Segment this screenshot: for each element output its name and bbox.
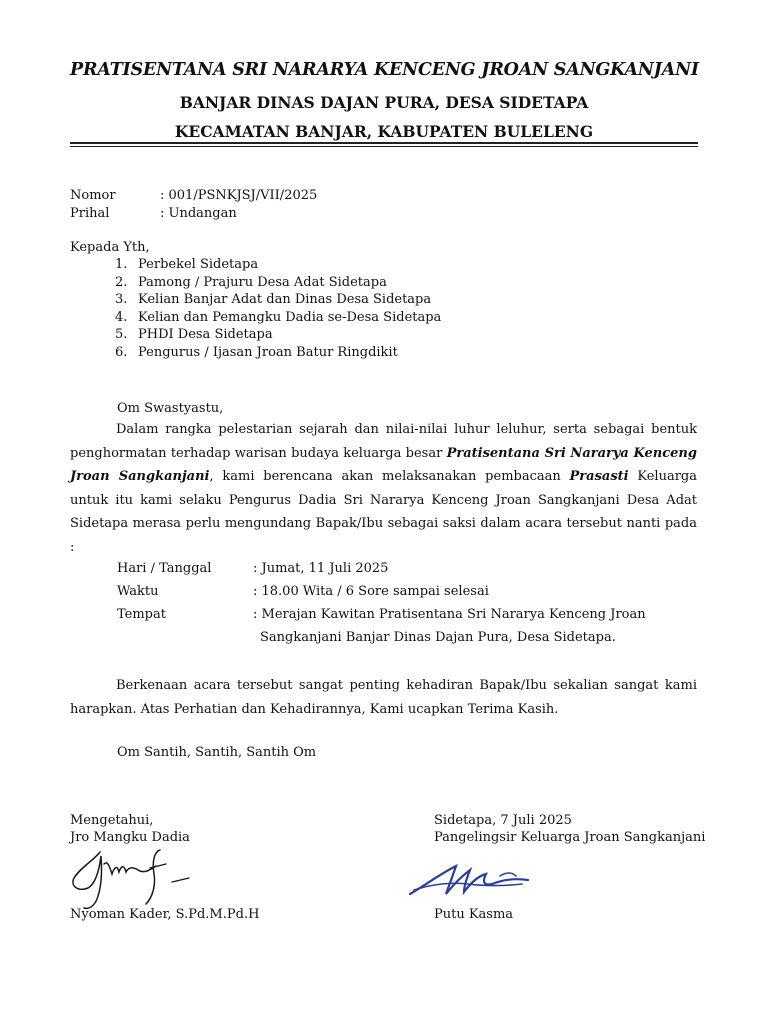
- recipient-text: Kelian Banjar Adat dan Dinas Desa Sidetapa: [138, 292, 432, 308]
- right-signatory-name: Putu Kasma: [434, 907, 514, 922]
- right-signature-place-date: Sidetapa, 7 Juli 2025: [434, 813, 572, 828]
- paragraph-text: Berkenaan acara tersebut sangat penting kehadiran Bapak/Ibu sekalian sangat kami harapkan. Atas Perhatian dan Kehadirannya, Kami ucapkan Terima Kasih.: [70, 678, 697, 717]
- left-handwritten-signature: [68, 844, 198, 912]
- recipient-text: Pengurus / Ijasan Jroan Batur Ringdikit: [138, 344, 398, 360]
- letterhead-divider-thick: [70, 142, 698, 144]
- opening-greeting: Om Swastyastu,: [117, 401, 224, 416]
- nomor-label: Nomor: [70, 188, 116, 203]
- recipient-text: PHDI Desa Sidetapa: [138, 327, 273, 343]
- paragraph-text: , kami berencana akan melaksanakan pembacaan: [209, 469, 561, 485]
- event-time-value: : 18.00 Wita / 6 Sore sampai selesai: [253, 584, 489, 599]
- recipient-text: Perbekel Sidetapa: [138, 257, 259, 272]
- letterhead-address: BANJAR DINAS DAJAN PURA, DESA SIDETAPA: [179, 93, 589, 112]
- prihal-label: Prihal: [70, 206, 110, 221]
- event-date-value: : Jumat, 11 Juli 2025: [253, 561, 389, 576]
- prihal-value: : Undangan: [160, 206, 237, 221]
- left-signatory-name: Nyoman Kader, S.Pd.M.Pd.H: [70, 907, 260, 922]
- closing-paragraph: [70, 674, 697, 721]
- recipient-text: Pamong / Prajuru Desa Adat Sidetapa: [138, 274, 387, 290]
- letterhead-divider-thin: [70, 146, 698, 147]
- recipient-number: 3.: [115, 292, 128, 308]
- left-signature-role: Jro Mangku Dadia: [70, 830, 190, 845]
- event-time-label: Waktu: [117, 584, 159, 599]
- event-date-label: Hari / Tanggal: [117, 561, 212, 576]
- right-handwritten-signature: [404, 856, 536, 902]
- letterhead-region: KECAMATAN BANJAR, KABUPATEN BULELENG: [174, 122, 594, 141]
- letterhead-organization: PRATISENTANA SRI NARARYA KENCENG JROAN SANGKANJANI: [70, 60, 699, 80]
- recipient-number: 2.: [115, 274, 128, 290]
- recipient-number: 5.: [115, 327, 128, 343]
- recipient-text: Kelian dan Pemangku Dadia se-Desa Sidetapa: [138, 309, 442, 325]
- event-place-value: : Merajan Kawitan Pratisentana Sri Nararya Kenceng Jroan: [253, 607, 646, 622]
- recipient-number: 4.: [115, 309, 128, 325]
- paragraph-text: Dalam rangka pelestarian sejarah dan nilai-nilai luhur leluhur, serta sebagai bentuk penghormatan terhadap warisan budaya keluarga besar: [70, 422, 697, 461]
- family-name-emphasis: Pratisentana Sri Nararya Kenceng Jroan Sangkanjani: [70, 445, 697, 485]
- recipients-intro: Kepada Yth,: [70, 240, 150, 255]
- event-place-label: Tempat: [117, 607, 166, 622]
- closing-greeting: Om Santih, Santih, Santih Om: [117, 745, 317, 760]
- paragraph-text: Keluarga untuk itu kami selaku Pengurus Dadia Sri Nararya Kenceng Jroan Sangkanjani Desa Adat Sidetapa merasa perlu mengundang Bapak/Ibu sebagai saksi dalam acara tersebut nanti pada :: [70, 469, 697, 555]
- prasasti-emphasis: Prasasti: [569, 469, 629, 485]
- invitation-paragraph: [70, 418, 697, 560]
- recipient-number: 6.: [115, 344, 128, 360]
- right-signature-role: Pangelingsir Keluarga Jroan Sangkanjani: [434, 830, 706, 845]
- event-place-value-continued: Sangkanjani Banjar Dinas Dajan Pura, Desa Sidetapa.: [260, 630, 616, 645]
- nomor-value: : 001/PSNKJSJ/VII/2025: [160, 188, 318, 203]
- left-signature-label: Mengetahui,: [70, 813, 154, 828]
- recipient-number: 1.: [115, 257, 128, 272]
